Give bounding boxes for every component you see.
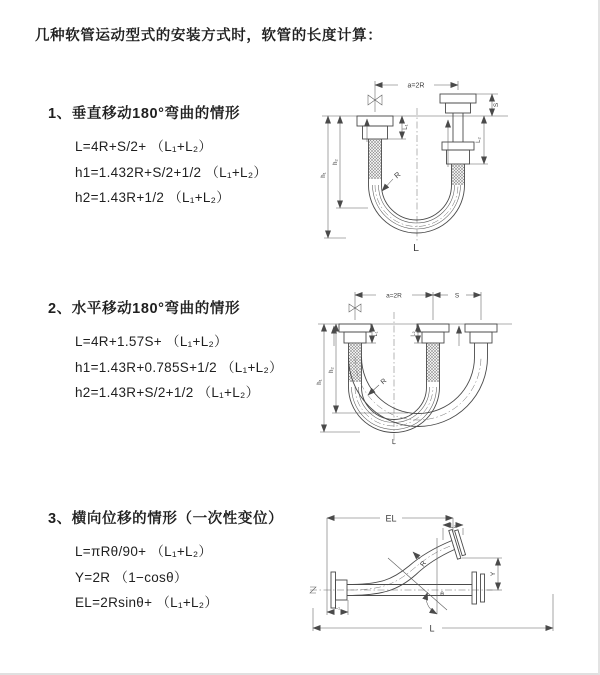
- hose-u-bend-shifted: [349, 357, 488, 427]
- dim-label-l1: L₁: [403, 124, 409, 130]
- page-title: 几种软管运动型式的安装方式时，软管的长度计算：: [35, 28, 383, 44]
- dim-a-2r: [355, 292, 481, 320]
- left-pipe-fitting: [357, 116, 393, 185]
- diagram-vertical-180-bend: [312, 70, 598, 260]
- radius-label: R: [419, 560, 429, 569]
- dim-label-l1: L₁: [373, 331, 379, 337]
- radius-callout: [382, 170, 403, 191]
- centerline: [322, 108, 508, 242]
- radius-label: R: [379, 377, 389, 387]
- section-1-formulas: [75, 134, 267, 211]
- formula-line: L=4R+S/2+ （L₁+L₂）: [75, 139, 213, 154]
- construction-lines: [388, 538, 447, 614]
- dim-label-l1: L₁: [335, 605, 340, 611]
- dim-label-el: EL: [385, 513, 397, 524]
- section-1-heading: 1、垂直移动180°弯曲的情形: [48, 106, 241, 122]
- length-label: L: [413, 242, 419, 254]
- dim-label-l2: L₂: [476, 137, 482, 143]
- dim-label-a2r: a=2R: [386, 292, 402, 300]
- diagram-horizontal-180-bend: [312, 282, 598, 474]
- dim-label-h1: h₁: [321, 172, 327, 178]
- dim-h1: [321, 116, 346, 238]
- dim-l1: [382, 116, 409, 139]
- radius-callout: [413, 552, 428, 568]
- left-pipe-fitting: [339, 324, 371, 387]
- section-lateral-displacement: [48, 509, 283, 616]
- formula-line: h2=1.43R+1/2 （L₁+L₂）: [75, 190, 231, 205]
- upper-flange: [449, 528, 466, 559]
- section-2-formulas: [75, 329, 283, 406]
- formula-line: h2=1.43R+S/2+1/2 （L₁+L₂）: [75, 385, 260, 400]
- diagram-lateral-displacement: [302, 502, 598, 652]
- dim-l: [313, 594, 553, 634]
- section-horizontal-bend: [48, 299, 283, 406]
- dim-label-h2: h₂: [329, 367, 335, 373]
- dim-h2: [329, 324, 408, 413]
- middle-pipe-fitting: [417, 324, 449, 387]
- dim-label-a2r: a=2R: [407, 82, 425, 90]
- dim-l1: [362, 324, 379, 343]
- formula-line: Y=2R （1−cosθ）: [75, 569, 188, 585]
- right-flange: [472, 572, 485, 604]
- formula-line: EL=2Rsinθ+ （L₁+L₂）: [75, 595, 219, 610]
- formula-line: L=4R+1.57S+ （L₁+L₂）: [75, 334, 228, 349]
- straight-pipe: [310, 585, 494, 596]
- dim-l1: [327, 600, 348, 615]
- dim-label-s: S: [454, 292, 460, 300]
- dim-label-s: S: [493, 102, 500, 108]
- section-2-heading: 2、水平移动180°弯曲的情形: [48, 301, 241, 317]
- dim-label-h1: h₁: [317, 379, 323, 385]
- dim-label-y: Y: [490, 571, 497, 577]
- formula-line: h1=1.43R+0.785S+1/2 （L₁+L₂）: [75, 359, 283, 375]
- dim-label-l: L: [429, 623, 435, 634]
- dim-label-l2: L₂: [410, 331, 417, 337]
- dim-label-l2: L₂: [450, 523, 456, 530]
- formula-line: L=πRθ/90+ （L₁+L₂）: [75, 544, 213, 559]
- right-pipe-fitting: [440, 94, 476, 185]
- section-vertical-bend: [48, 104, 267, 211]
- radius-callout: [368, 378, 388, 395]
- hose-s-curve: [347, 541, 455, 596]
- dim-s: [476, 94, 500, 116]
- length-label: L: [391, 437, 397, 446]
- dim-l2: [465, 116, 489, 164]
- right-pipe-fitting: [465, 324, 497, 357]
- theta-label: θ: [440, 591, 444, 598]
- dim-label-h2: h₂: [333, 159, 339, 165]
- section-3-formulas: [75, 539, 283, 616]
- dim-s: [433, 293, 481, 300]
- dim-l2: [411, 324, 429, 343]
- hose-u-bend: [369, 185, 465, 233]
- formula-line: h1=1.432R+S/2+1/2 （L₁+L₂）: [75, 164, 268, 180]
- section-3-heading: 3、横向位移的情形（一次性变位）: [48, 511, 284, 527]
- radius-label: R: [392, 169, 403, 181]
